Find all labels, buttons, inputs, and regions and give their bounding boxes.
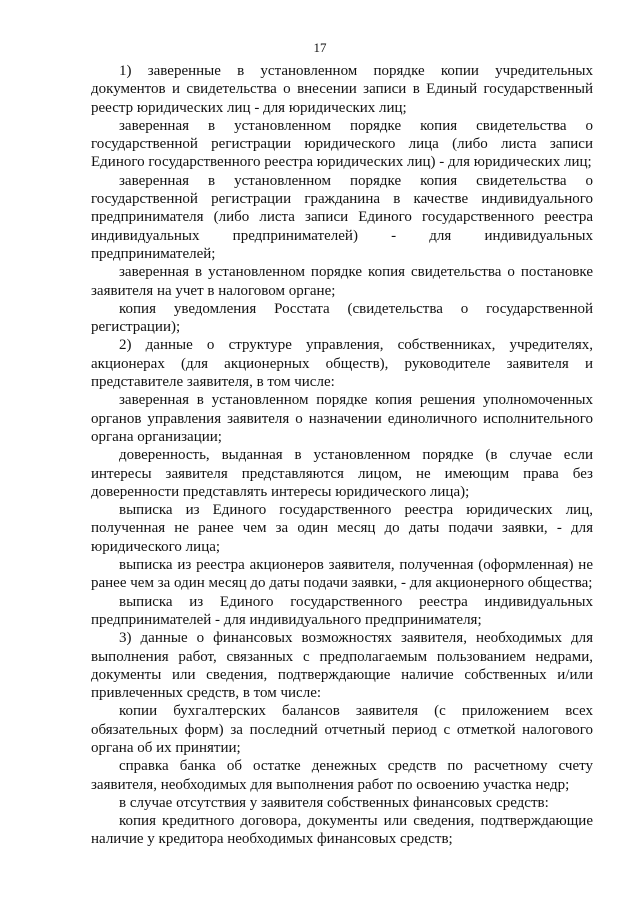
paragraph: в случае отсутствия у заявителя собственных финансовых средств: [119,794,549,811]
page-number: 17 [313,40,327,55]
paragraph: заверенная в установленном порядке копия свидетельства о постановке заявителя на учет в налоговом органе; [91,264,593,299]
document-body [91,62,593,849]
paragraph: 2) данные о структуре управления, собственниках, учредителях, акционерах (для акционерных обществ), руководителе заявителя и представителе заявителя, в том числе: [91,337,593,391]
paragraph: копия кредитного договора, документы или сведения, подтверждающие наличие у кредитора необходимых финансовых средств; [91,813,593,848]
paragraph: выписка из Единого государственного реестра индивидуальных предпринимателей - для индивидуального предпринимателя; [91,593,593,628]
paragraph: 3) данные о финансовых возможностях заявителя, необходимых для выполнения работ, связанных с предполагаемым пользованием недрами, документы или сведения, подтверждающие наличие собственных и/или привлеченных средств, в том числе: [91,630,593,702]
paragraph: заверенная в установленном порядке копия свидетельства о государственной регистрации гражданина в качестве индивидуального предпринимателя (либо листа записи Единого государственного реестра индивидуальных предпринимателей) - для индивидуальных предпринимателей; [91,172,593,262]
paragraph: копия уведомления Росстата (свидетельства о государственной регистрации); [91,300,593,336]
paragraph: доверенность, выданная в установленном порядке (в случае если интересы заявителя представляются лицом, не имеющим права без доверенности представлять интересы юридического лица); [91,447,593,500]
paragraph: 1) заверенные в установленном порядке копии учредительных документов и свидетельства о внесении записи в Единый государственный реестр юридических лиц - для юридических лиц; [91,63,593,116]
paragraph: заверенная в установленном порядке копия свидетельства о государственной регистрации юридического лица (либо листа записи Единого государственного реестра юридических лиц) - для юридических лиц; [91,117,593,171]
paragraph: заверенная в установленном порядке копия решения уполномоченных органов управления заявителя о назначении единоличного исполнительного органа организации; [91,392,593,445]
paragraph: выписка из Единого государственного реестра юридических лиц, полученная не ранее чем за один месяц до даты подачи заявки, - для юридического лица; [91,502,593,555]
paragraph: справка банка об остатке денежных средств по расчетному счету заявителя, необходимых для выполнения работ по освоению участка недр; [91,758,593,793]
paragraph: выписка из реестра акционеров заявителя, полученная (оформленная) не ранее чем за один месяц до даты подачи заявки, - для акционерного общества; [91,557,593,592]
paragraph: копии бухгалтерских балансов заявителя (с приложением всех обязательных форм) за последний отчетный период с отметкой налогового органа об их принятии; [91,703,593,756]
